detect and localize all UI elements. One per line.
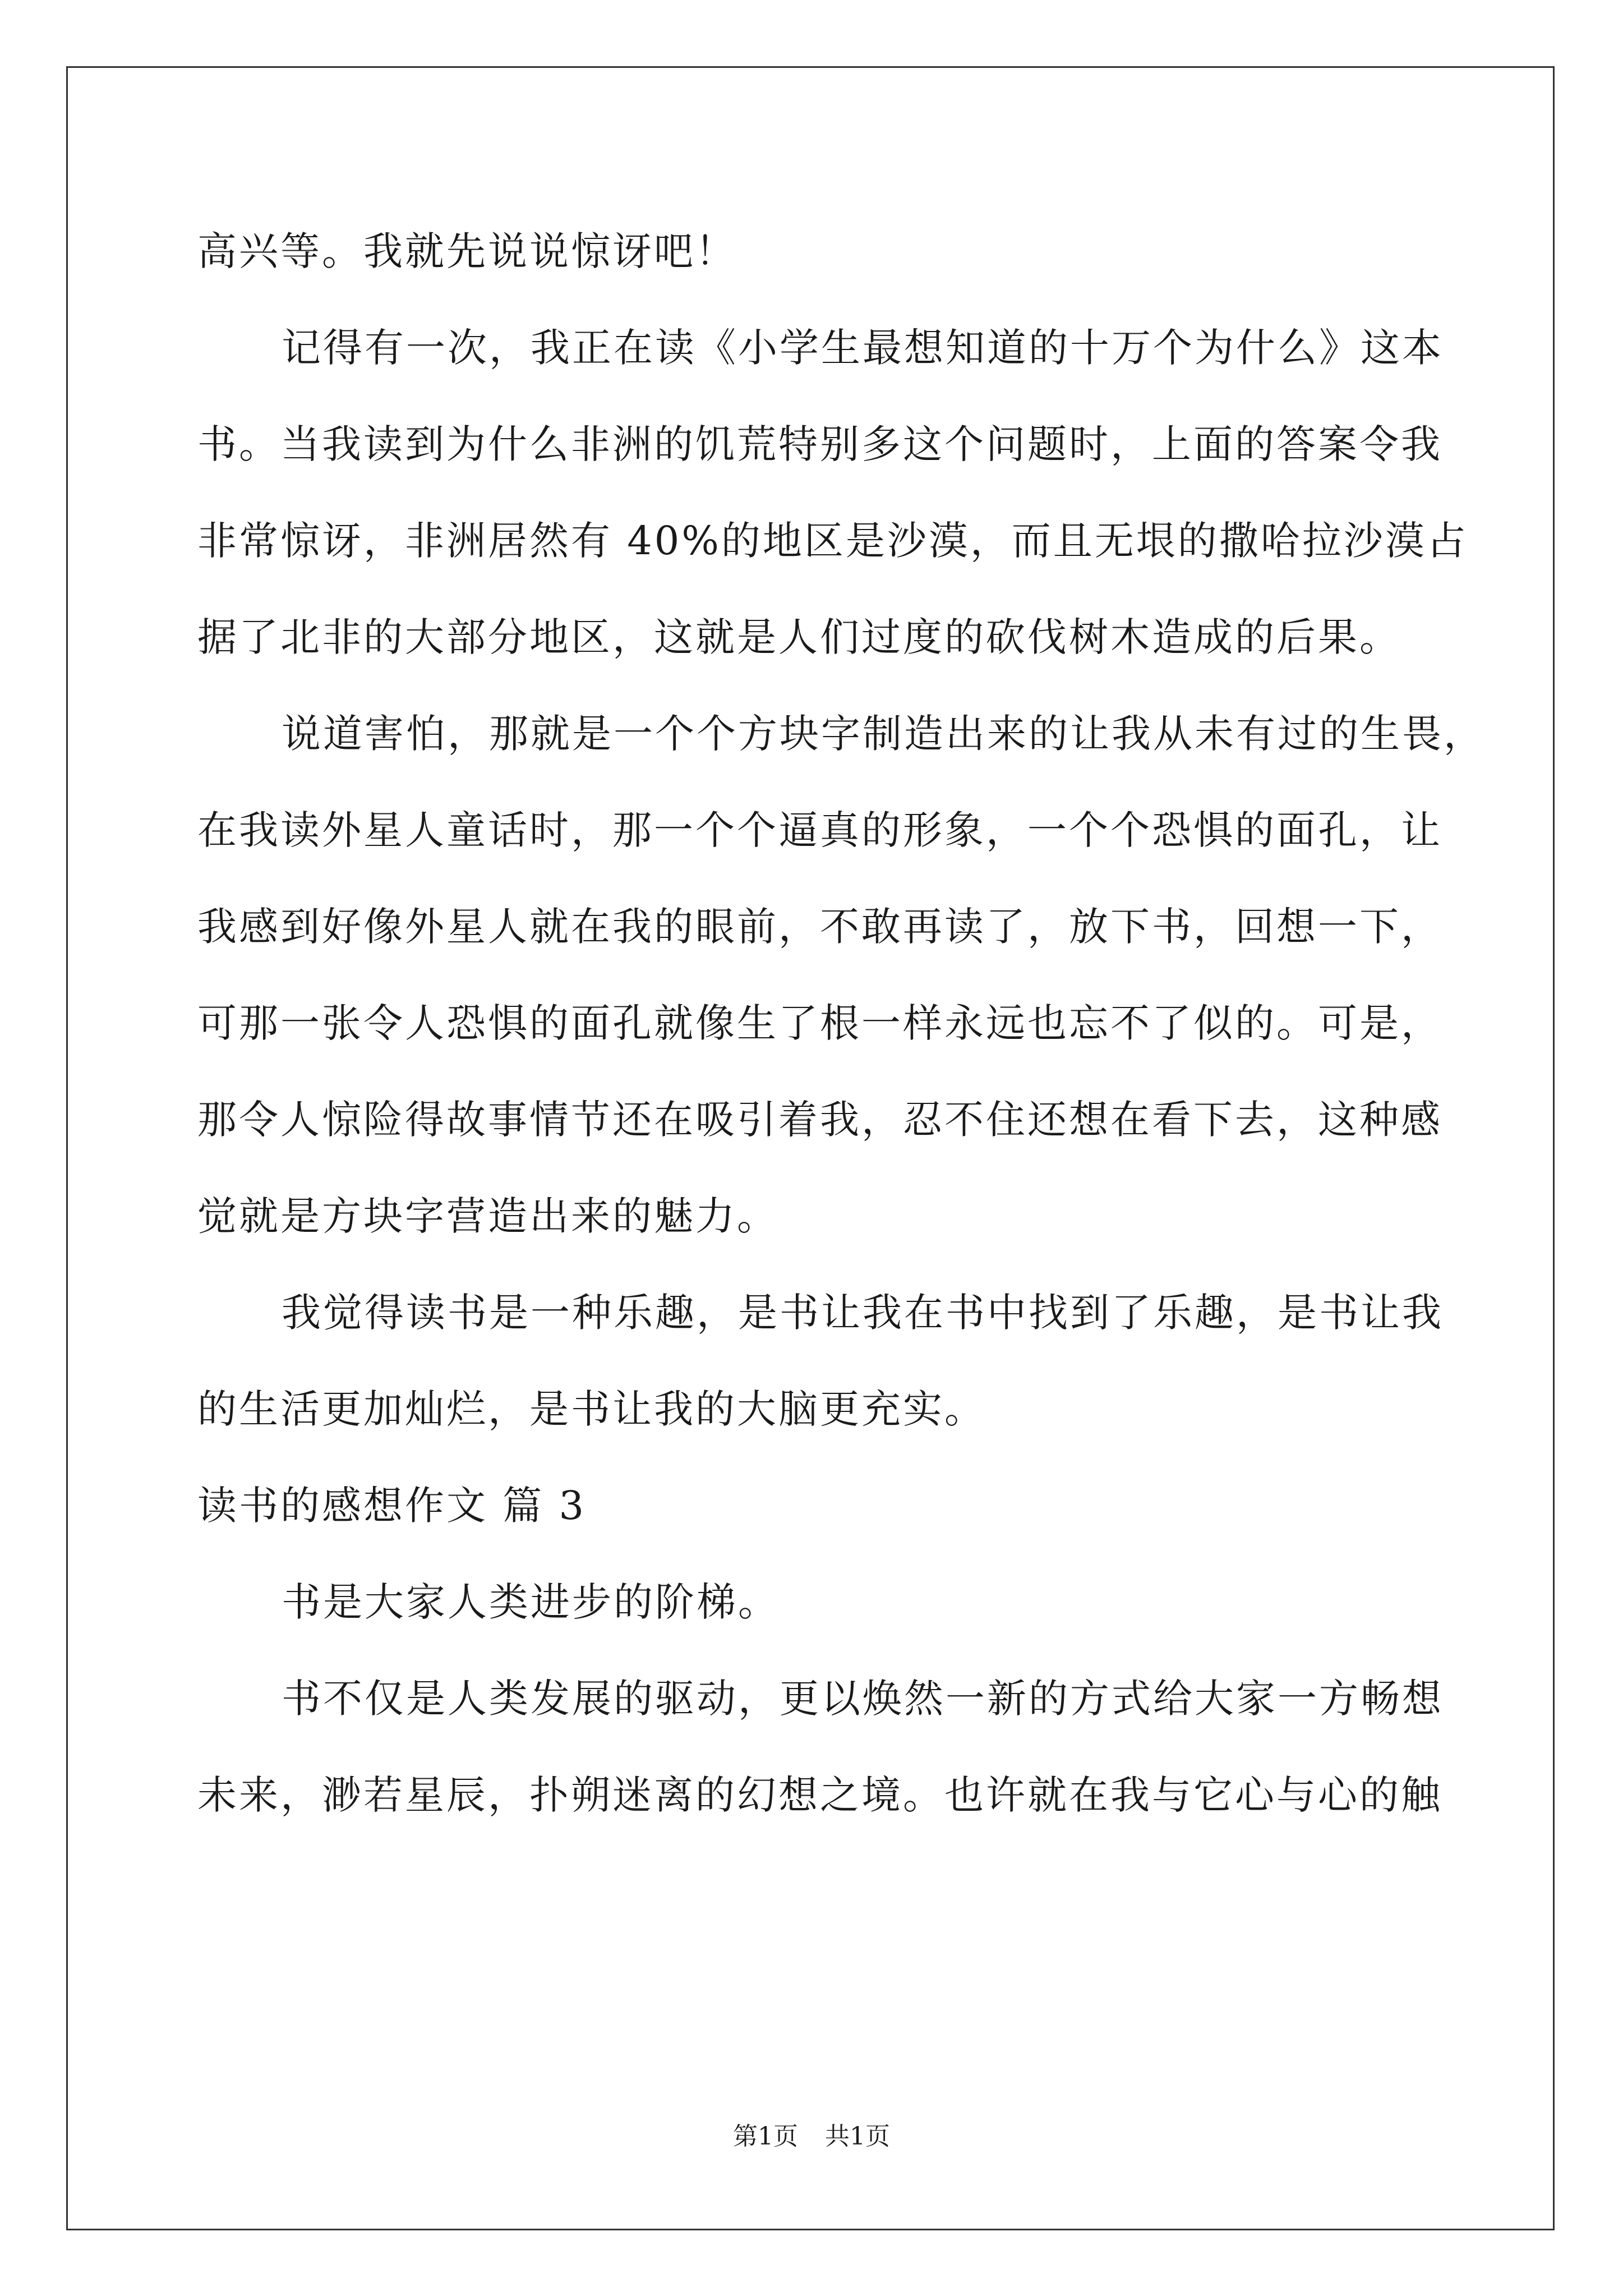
section-heading: 读书的感想作文 篇 3 [197, 1483, 587, 1529]
text-line: 我感到好像外星人就在我的眼前，不敢再读了，放下书，回想一下， [197, 904, 1442, 950]
text-line: 的生活更加灿烂，是书让我的大脑更充实。 [197, 1386, 986, 1432]
text-line: 在我读外星人童话时，那一个个逼真的形象，一个个恐惧的面孔，让 [197, 807, 1442, 853]
text-line: 据了北非的大部分地区，这就是人们过度的砍伐树木造成的后果。 [197, 614, 1401, 660]
text-line: 那令人惊险得故事情节还在吸引着我，忍不住还想在看下去，这种感 [197, 1097, 1442, 1143]
text-line: 书是大家人类进步的阶梯。 [282, 1579, 780, 1625]
page-total: 共1页 [825, 2122, 890, 2151]
text-line: 觉就是方块字营造出来的魅力。 [197, 1193, 778, 1239]
document-body [197, 218, 1485, 1858]
text-line: 未来，渺若星辰，扑朔迷离的幻想之境。也许就在我与它心与心的触 [197, 1772, 1442, 1818]
text-line: 说道害怕，那就是一个个方块字制造出来的让我从未有过的生畏， [282, 711, 1485, 757]
text-line: 记得有一次，我正在读《小学生最想知道的十万个为什么》这本 [282, 325, 1444, 371]
text-line: 可那一张令人恐惧的面孔就像生了根一样永远也忘不了似的。可是， [197, 1000, 1442, 1046]
text-line: 书不仅是人类发展的驱动，更以焕然一新的方式给大家一方畅想 [282, 1676, 1444, 1722]
text-line: 我觉得读书是一种乐趣，是书让我在书中找到了乐趣，是书让我 [282, 1290, 1444, 1336]
text-line: 书。当我读到为什么非洲的饥荒特别多这个问题时，上面的答案令我 [197, 421, 1442, 467]
text-line: 非常惊讶，非洲居然有 40%的地区是沙漠，而且无垠的撒哈拉沙漠占 [197, 518, 1468, 564]
page-number: 第1页 [733, 2122, 798, 2151]
text-line: 高兴等。我就先说说惊讶吧！ [197, 228, 737, 274]
page-footer [0, 2120, 1623, 2154]
